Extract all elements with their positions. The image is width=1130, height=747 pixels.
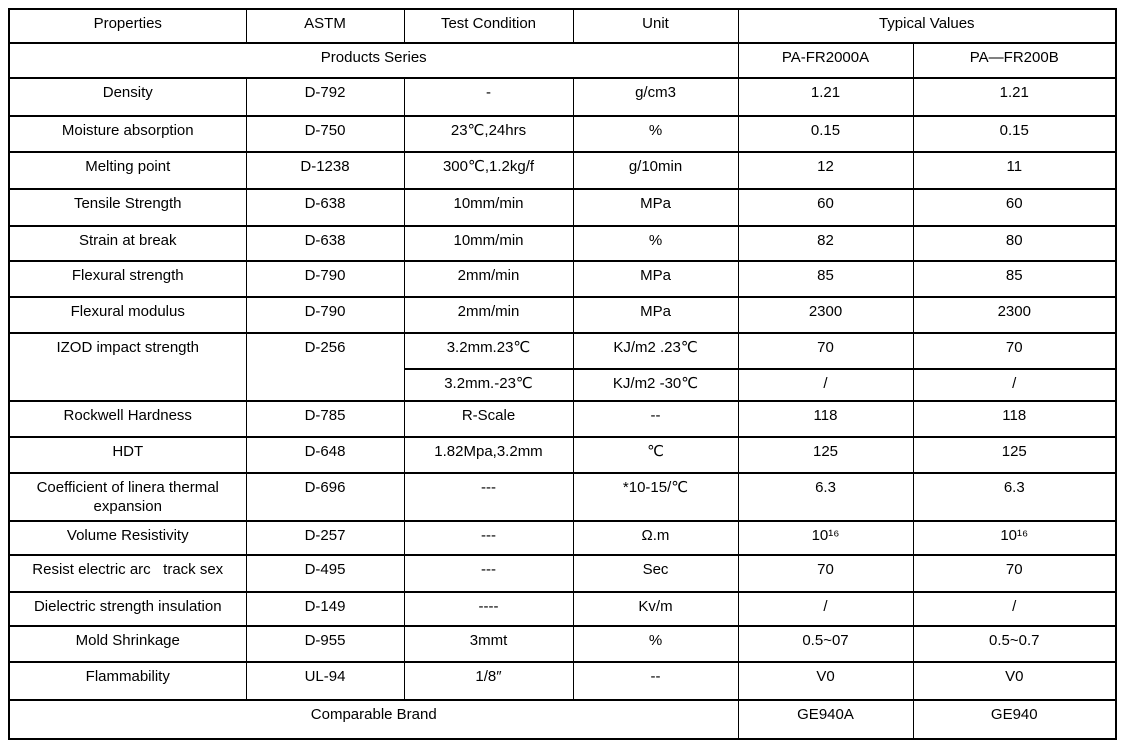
unit-cell: -- — [573, 662, 738, 700]
condition-cell: --- — [404, 555, 573, 592]
value-b-cell: 6.3 — [913, 473, 1116, 521]
condition-cell: 2mm/min — [404, 297, 573, 333]
condition-cell: 3mmt — [404, 626, 573, 662]
unit-cell: *10-15/℃ — [573, 473, 738, 521]
value-a-cell: 0.15 — [738, 116, 913, 152]
table-row-hdt — [9, 437, 1116, 473]
value-b-cell: / — [913, 369, 1116, 401]
unit-cell: -- — [573, 401, 738, 437]
condition-cell: 10mm/min — [404, 226, 573, 261]
table-row-flexural-modulus — [9, 297, 1116, 333]
table-row-strain-at-break — [9, 226, 1116, 261]
header-typical-values: Typical Values — [738, 9, 1116, 43]
value-a-cell: 70 — [738, 555, 913, 592]
value-a-cell: 12 — [738, 152, 913, 189]
value-a-cell: 60 — [738, 189, 913, 226]
condition-cell: 300℃,1.2kg/f — [404, 152, 573, 189]
value-b-cell: 118 — [913, 401, 1116, 437]
unit-cell: MPa — [573, 297, 738, 333]
table-row-coefficient-thermal-expansion — [9, 473, 1116, 521]
value-b-cell: 2300 — [913, 297, 1116, 333]
table-row-rockwell-hardness — [9, 401, 1116, 437]
comparable-brand-row — [9, 700, 1116, 739]
value-b-cell: 85 — [913, 261, 1116, 297]
value-b-cell: 0.5~0.7 — [913, 626, 1116, 662]
property-cell: Volume Resistivity — [9, 521, 246, 555]
astm-cell: D-696 — [246, 473, 404, 521]
unit-cell: MPa — [573, 189, 738, 226]
value-a-cell: 6.3 — [738, 473, 913, 521]
property-cell: HDT — [9, 437, 246, 473]
property-cell: Resist electric arc track sex — [9, 555, 246, 592]
astm-cell: D-638 — [246, 226, 404, 261]
value-b-cell: 1.21 — [913, 78, 1116, 116]
value-b-cell: / — [913, 592, 1116, 626]
property-cell: Mold Shrinkage — [9, 626, 246, 662]
unit-cell: Ω.m — [573, 521, 738, 555]
astm-cell: D-750 — [246, 116, 404, 152]
astm-cell: D-257 — [246, 521, 404, 555]
value-a-cell: 70 — [738, 333, 913, 369]
series-b-name: PA—FR200B — [913, 43, 1116, 78]
property-cell: Dielectric strength insulation — [9, 592, 246, 626]
astm-cell: D-1238 — [246, 152, 404, 189]
table-row-izod-23c — [9, 333, 1116, 369]
value-a-cell: 1.21 — [738, 78, 913, 116]
value-a-cell: 118 — [738, 401, 913, 437]
unit-cell: % — [573, 226, 738, 261]
value-b-cell: GE940 — [913, 700, 1116, 739]
unit-cell: g/cm3 — [573, 78, 738, 116]
table-row-flexural-strength — [9, 261, 1116, 297]
table-row-mold-shrinkage — [9, 626, 1116, 662]
property-cell: Tensile Strength — [9, 189, 246, 226]
value-b-cell: 0.15 — [913, 116, 1116, 152]
value-a-cell: 82 — [738, 226, 913, 261]
unit-cell: Kv/m — [573, 592, 738, 626]
value-b-cell: V0 — [913, 662, 1116, 700]
property-cell: Coefficient of linera thermal expansion — [9, 473, 246, 521]
value-b-cell: 70 — [913, 333, 1116, 369]
condition-cell: --- — [404, 521, 573, 555]
table-row-moisture-absorption — [9, 116, 1116, 152]
value-b-cell: 60 — [913, 189, 1116, 226]
property-cell: Density — [9, 78, 246, 116]
astm-cell: D-495 — [246, 555, 404, 592]
condition-cell: 1.82Mpa,3.2mm — [404, 437, 573, 473]
value-a-cell: 0.5~07 — [738, 626, 913, 662]
unit-cell: KJ/m2 .23℃ — [573, 333, 738, 369]
value-a-cell: 85 — [738, 261, 913, 297]
condition-cell: 2mm/min — [404, 261, 573, 297]
table-row-flammability — [9, 662, 1116, 700]
value-b-cell: 125 — [913, 437, 1116, 473]
astm-cell: D-955 — [246, 626, 404, 662]
value-a-cell: 125 — [738, 437, 913, 473]
condition-cell: - — [404, 78, 573, 116]
unit-cell: MPa — [573, 261, 738, 297]
table-row-dielectric-strength — [9, 592, 1116, 626]
unit-cell: Sec — [573, 555, 738, 592]
value-a-cell: 10¹⁶ — [738, 521, 913, 555]
property-cell: Flammability — [9, 662, 246, 700]
astm-cell: D-648 — [246, 437, 404, 473]
products-series-row — [9, 43, 1116, 78]
astm-cell: D-256 — [246, 333, 404, 401]
value-b-cell: 10¹⁶ — [913, 521, 1116, 555]
condition-cell: --- — [404, 473, 573, 521]
property-cell: Rockwell Hardness — [9, 401, 246, 437]
property-cell: Flexural strength — [9, 261, 246, 297]
properties-table — [8, 8, 1117, 740]
unit-cell: % — [573, 116, 738, 152]
value-a-cell: / — [738, 369, 913, 401]
condition-cell: 1/8″ — [404, 662, 573, 700]
condition-cell: ---- — [404, 592, 573, 626]
comparable-brand-label: Comparable Brand — [9, 700, 738, 739]
condition-cell: 3.2mm.23℃ — [404, 333, 573, 369]
property-cell: Flexural modulus — [9, 297, 246, 333]
condition-cell: 10mm/min — [404, 189, 573, 226]
astm-cell: UL-94 — [246, 662, 404, 700]
header-astm: ASTM — [246, 9, 404, 43]
table-row-density — [9, 78, 1116, 116]
table-row-resist-electric-arc — [9, 555, 1116, 592]
unit-cell: ℃ — [573, 437, 738, 473]
datasheet — [8, 8, 1117, 740]
table-row-melting-point — [9, 152, 1116, 189]
astm-cell: D-785 — [246, 401, 404, 437]
value-b-cell: 80 — [913, 226, 1116, 261]
property-cell: Moisture absorption — [9, 116, 246, 152]
products-series-label: Products Series — [9, 43, 738, 78]
astm-cell: D-790 — [246, 261, 404, 297]
unit-cell: g/10min — [573, 152, 738, 189]
table-header-row — [9, 9, 1116, 43]
header-unit: Unit — [573, 9, 738, 43]
property-cell: IZOD impact strength — [9, 333, 246, 401]
value-b-cell: 70 — [913, 555, 1116, 592]
value-a-cell: / — [738, 592, 913, 626]
astm-cell: D-149 — [246, 592, 404, 626]
property-cell: Strain at break — [9, 226, 246, 261]
property-cell: Melting point — [9, 152, 246, 189]
value-a-cell: GE940A — [738, 700, 913, 739]
value-a-cell: V0 — [738, 662, 913, 700]
condition-cell: 23℃,24hrs — [404, 116, 573, 152]
table-row-tensile-strength — [9, 189, 1116, 226]
unit-cell: % — [573, 626, 738, 662]
condition-cell: 3.2mm.-23℃ — [404, 369, 573, 401]
astm-cell: D-792 — [246, 78, 404, 116]
condition-cell: R-Scale — [404, 401, 573, 437]
astm-cell: D-790 — [246, 297, 404, 333]
value-b-cell: 11 — [913, 152, 1116, 189]
header-test-condition: Test Condition — [404, 9, 573, 43]
astm-cell: D-638 — [246, 189, 404, 226]
header-properties: Properties — [9, 9, 246, 43]
value-a-cell: 2300 — [738, 297, 913, 333]
series-a-name: PA-FR2000A — [738, 43, 913, 78]
table-row-volume-resistivity — [9, 521, 1116, 555]
unit-cell: KJ/m2 -30℃ — [573, 369, 738, 401]
